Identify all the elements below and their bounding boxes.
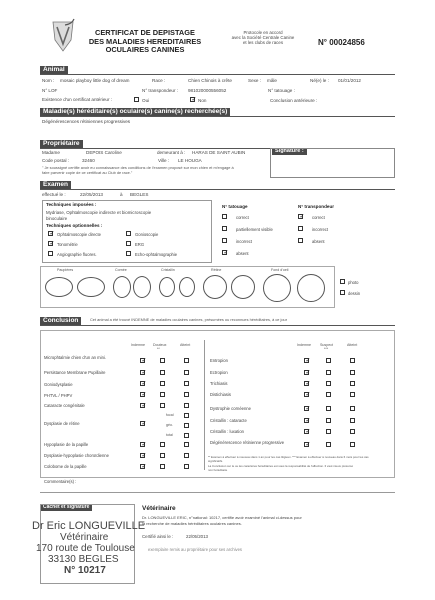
animal-lof-label: N° LOF [42, 88, 58, 93]
cb-drp-suspect[interactable] [326, 442, 331, 447]
col-head-indemne-left: Indemne [131, 343, 145, 347]
cb-pmp-indemne[interactable] [140, 370, 145, 375]
eye-paupiere-left [45, 277, 73, 297]
col-note-douteux-left: ** [157, 347, 160, 351]
animal-race-label: Race : [152, 78, 166, 83]
retine-sub-focal: focal [166, 413, 174, 417]
cb-choroide-atteint[interactable] [184, 453, 189, 458]
cb-ectropion-atteint[interactable] [350, 370, 355, 375]
transpondeur-head: N° transpondeur [298, 204, 335, 209]
cb-choroide-douteux[interactable] [160, 453, 165, 458]
cb-ectropion-suspect[interactable] [326, 370, 331, 375]
animal-race-value: Chien Chinois à crête [188, 78, 232, 83]
opt-tonometrie-checkbox[interactable] [48, 241, 53, 246]
left-row-phtvl: PHTVL / PHPV [44, 393, 73, 398]
footnote-1: ** Examen à effectuer à nouveau dans 1 an pour les cas litigieux. *** Examen à effectuer à nouveau dans 6 mois pour les cas [208, 455, 369, 459]
section-maladie: Maladie(s) héréditaire(s) oculaire(s) canine(s) recherchée(s) [40, 108, 230, 116]
tech-option-label: Techniques optionnelles : [46, 223, 103, 228]
animal-ne-label: Né(e) le : [310, 78, 329, 83]
left-row-colobome: Colobome de la papille [44, 464, 87, 469]
right-row-trichiasis: Trichiasis [210, 381, 228, 386]
signature-box[interactable] [270, 148, 395, 178]
eye-cornee-left [113, 276, 131, 298]
section-animal-line [40, 74, 395, 75]
cb-luxation-indemne[interactable] [304, 429, 309, 434]
cb-hypoplasie-atteint[interactable] [184, 442, 189, 447]
owner-civ-label: Madame [42, 150, 60, 155]
eye-fond-right [297, 274, 325, 302]
animal-transpondeur-label: N° transpondeur : [142, 88, 179, 93]
opt-echo-label: Echo-ophtalmographie [135, 252, 178, 257]
cb-gonio-douteux[interactable] [160, 381, 165, 386]
cb-phtvl-indemne[interactable] [140, 392, 145, 397]
diagram-label-paupieres: Paupières [57, 268, 74, 272]
animal-cert-question: Existence d'un certificat antérieur : [42, 97, 113, 102]
owner-name: DEPOIS Caroline [86, 150, 122, 155]
veterinaire-label: Vétérinaire [142, 505, 176, 512]
cb-microphtalmie-atteint[interactable] [184, 358, 189, 363]
cb-hypoplasie-douteux[interactable] [160, 442, 165, 447]
stamp-line-5: N° 10217 [64, 565, 106, 576]
cb-pmp-atteint[interactable] [184, 370, 189, 375]
left-row-goniodysplasie: Goniodysplasie [44, 382, 73, 387]
col-head-atteint-right: Atteint [347, 343, 358, 347]
owner-cp-value: 32460 [82, 158, 95, 163]
stamp-line-2: Vétérinaire [60, 532, 109, 543]
footnote-2: significatifs. [208, 459, 223, 463]
owner-demeurant-label: demeurant à : [157, 150, 186, 155]
cb-retine-indemne[interactable] [140, 421, 145, 426]
diagram-label-cristallin: Cristallin [161, 268, 175, 272]
right-row-drp: Dégénérescence rétinienne progressive [210, 440, 285, 445]
cb-cataracte-atteint[interactable] [184, 403, 189, 408]
dessin-checkbox[interactable] [340, 290, 345, 295]
animal-sexe-value: mâle [267, 78, 277, 83]
animal-nom-label: Nom : [42, 78, 55, 83]
col-head-indemne-right: Indemne [297, 343, 311, 347]
cb-cataracte-r-indemne[interactable] [304, 418, 309, 423]
cb-phtvl-atteint[interactable] [184, 392, 189, 397]
cb-microphtalmie-douteux[interactable] [160, 358, 165, 363]
cb-gonio-indemne[interactable] [140, 381, 145, 386]
cb-drp-atteint[interactable] [350, 442, 355, 447]
cb-dystrophie-suspect[interactable] [326, 406, 331, 411]
examen-date: 22/05/2013 [80, 192, 103, 197]
opt-ophtalmoscopie-checkbox[interactable] [48, 231, 53, 236]
cb-distichiasis-atteint[interactable] [350, 392, 355, 397]
comments-line [40, 492, 395, 493]
opt-angiographie-checkbox[interactable] [48, 251, 53, 256]
protocol-note [218, 30, 308, 45]
stamp-line-1: Dr Eric LONGUEVILLE [32, 520, 146, 532]
exemplaire-note: exemplaire remis au propriétaire pour ses archives [148, 547, 243, 552]
certifie-label: Certifié ainsi le : [142, 534, 174, 539]
cb-microphtalmie-indemne[interactable] [140, 358, 145, 363]
cb-distichiasis-suspect[interactable] [326, 392, 331, 397]
eye-paupiere-right [77, 277, 105, 297]
transp-correct-label: correct [312, 215, 325, 220]
tech-imposees-label: Techniques imposées : [46, 202, 97, 207]
cb-drp-indemne[interactable] [304, 442, 309, 447]
diagram-label-cornee: Cornée [115, 268, 127, 272]
vet-text-1: Dr. LONGUEVILLE ERIC, n°national: 10217, certifie avoir examiné l'animal ci-dessus pour [142, 515, 302, 520]
eye-retine-right [231, 275, 255, 299]
retine-sub-total: total [166, 433, 173, 437]
section-examen: Examen [40, 181, 71, 189]
cert-oui-checkbox[interactable] [134, 97, 139, 102]
animal-ne-value: 01/01/2012 [338, 78, 361, 83]
left-row-microphtalmie: Microphtalmie chien d'un an mini. [44, 355, 107, 360]
cb-gonio-atteint[interactable] [184, 381, 189, 386]
section-examen-line [40, 189, 395, 190]
right-row-ectropion: Ectropion [210, 370, 228, 375]
vet-text-2: la recherche de maladies héréditaires oculaires canines. [142, 521, 242, 526]
conclusion-intro: Cet animal a été trouvé INDEMNE de maladies oculaires canines, présumées ou reconnues héréditaires, à ce jour [90, 317, 288, 322]
opt-erg-label: ERG [135, 242, 145, 247]
transp-correct-checkbox[interactable] [298, 214, 303, 219]
cb-colobome-douteux[interactable] [160, 464, 165, 469]
section-conclusion-line [40, 325, 395, 326]
cert-oui-label: Oui [142, 98, 150, 103]
opt-gonioscopie-checkbox[interactable] [126, 231, 131, 236]
transp-absent-checkbox[interactable] [298, 238, 303, 243]
cb-retine-focal[interactable] [184, 413, 189, 418]
left-row-choroide: Dysplasie-hypoplasie choroïdienne [44, 453, 109, 458]
section-animal: Animal [40, 66, 68, 74]
eye-diagram [40, 266, 335, 308]
left-row-hypoplasie: Hypoplasie de la papille [44, 442, 89, 447]
vet-stamp [32, 520, 152, 576]
cb-distichiasis-indemne[interactable] [304, 392, 309, 397]
eye-cristallin-right [179, 277, 195, 297]
animal-transpondeur-value: 981020000556052 [188, 88, 227, 93]
protocol-line-2: avec la Société Centrale Canine [231, 35, 295, 40]
right-row-luxation: Cristallin : luxation [210, 429, 244, 434]
cachet-label: Cachet et signature [40, 504, 92, 511]
comments-label: Commentaire(s) : [44, 479, 77, 484]
tatouage-correct-label: correct [236, 215, 249, 220]
stamp-line-3: 170 route de Toulouse [36, 543, 135, 554]
section-maladie-line [40, 116, 395, 117]
tatouage-incorrect-checkbox[interactable] [222, 238, 227, 243]
protocol-line-1: Protocole en accord [243, 30, 283, 35]
right-row-dystrophie: Dystrophie cornéenne [210, 406, 251, 411]
opt-tonometrie-label: Tonométrie [57, 242, 78, 247]
owner-declaration-2: faire parvenir copie de ce certificat au Club de race." [42, 170, 133, 175]
cb-cataracte-r-suspect[interactable] [326, 418, 331, 423]
tatouage-head: N° tatouage [222, 204, 248, 209]
transp-incorrect-checkbox[interactable] [298, 226, 303, 231]
cb-luxation-atteint[interactable] [350, 429, 355, 434]
opt-echo-checkbox[interactable] [126, 251, 131, 256]
cb-phtvl-douteux[interactable] [160, 392, 165, 397]
title-line-1: CERTIFICAT DE DEPISTAGE [95, 28, 195, 37]
animal-tatouage-label: N° tatouage : [268, 88, 295, 93]
tatouage-partiel-label: partiellement visible [236, 227, 273, 232]
opt-erg-checkbox[interactable] [126, 241, 131, 246]
section-conclusion: Conclusion [40, 317, 81, 325]
eye-cornee-right [133, 276, 151, 298]
transp-absent-label: absent [312, 239, 325, 244]
examen-lieu: BEGLES [130, 192, 149, 197]
owner-ville-value: LE HOUGA [178, 158, 202, 163]
left-row-pmp: Persistance Membrane Pupillaire [44, 370, 106, 375]
photo-label: photo [348, 280, 359, 285]
cb-dystrophie-indemne[interactable] [304, 406, 309, 411]
left-row-cataracte: Cataracte congénitale [44, 403, 85, 408]
cb-retine-geo[interactable] [184, 423, 189, 428]
title-line-2: DES MALADIES HEREDITAIRES [88, 36, 202, 46]
maladie-value: Dégénérescences rétiniennes progressives [42, 119, 131, 124]
dessin-label: dessin [348, 291, 361, 296]
owner-demeurant-value: HARAS DE SAINT AUBIN [192, 150, 246, 155]
certificate-title [80, 29, 210, 55]
cb-trichiasis-atteint[interactable] [350, 381, 355, 386]
animal-nom-value: mosaic playboy little dog of dream [60, 78, 130, 83]
cb-retine-total[interactable] [184, 433, 189, 438]
cb-cataracte-douteux[interactable] [160, 403, 165, 408]
owner-ville-label: Ville : [158, 158, 170, 163]
photo-checkbox[interactable] [340, 279, 345, 284]
opt-ophtalmoscopie-label: Ophtalmoscopie directe [57, 232, 101, 237]
section-proprietaire: Propriétaire [40, 140, 83, 148]
cb-cataracte-indemne[interactable] [140, 403, 145, 408]
cb-colobome-indemne[interactable] [140, 464, 145, 469]
animal-sexe-label: Sexe : [248, 78, 262, 83]
cb-colobome-atteint[interactable] [184, 464, 189, 469]
cert-non-checkbox[interactable] [190, 97, 195, 102]
protocol-line-3: et les clubs de races [242, 40, 284, 45]
eye-fond-left [263, 274, 291, 302]
cb-trichiasis-suspect[interactable] [326, 381, 331, 386]
footnote-3: La Conclusion sur le ou les caractères héréditaires est sous la responsabilité de l'affection. Il vaut mieux présumé [208, 464, 353, 468]
cb-entropion-suspect[interactable] [326, 358, 331, 363]
tech-imposees-line-1: Mydriase, Ophtalmoscopie indirecte et biomicroscopie [46, 210, 152, 215]
cb-cataracte-r-atteint[interactable] [350, 418, 355, 423]
right-row-distichiasis: Distichiasis [210, 392, 231, 397]
col-head-atteint-left: Atteint [180, 343, 191, 347]
cb-trichiasis-indemne[interactable] [304, 381, 309, 386]
cb-hypoplasie-indemne[interactable] [140, 442, 145, 447]
examen-a-label: à [120, 192, 123, 197]
tatouage-partiel-checkbox[interactable] [222, 226, 227, 231]
owner-cp-label: Code postal : [42, 158, 70, 163]
signature-label: Signature : [272, 148, 307, 155]
cb-choroide-indemne[interactable] [140, 453, 145, 458]
right-row-entropion: Entropion [210, 358, 228, 363]
eye-retine-left [203, 275, 227, 299]
diagram-label-retine: Rétine [211, 268, 222, 272]
cert-non-label: Non [198, 98, 207, 103]
cb-ectropion-indemne[interactable] [304, 370, 309, 375]
cb-entropion-indemne[interactable] [304, 358, 309, 363]
col-note-suspect-right: *** [324, 347, 329, 351]
certifie-date: 22/05/2013 [186, 534, 208, 539]
animal-conclusion-ant-label: Conclusion antérieure : [270, 98, 318, 103]
opt-gonioscopie-label: Gonioscopie [135, 232, 159, 237]
opt-angiographie-label: Angiographie fluores. [57, 252, 97, 257]
footnote-4: non héréditaire [208, 468, 228, 472]
cb-entropion-atteint[interactable] [350, 358, 355, 363]
cb-luxation-suspect[interactable] [326, 429, 331, 434]
left-row-dysplasie-retine: Dysplasie de rétine [44, 421, 80, 426]
eye-cristallin-left [159, 277, 175, 297]
title-line-3: OCULAIRES CANINES [105, 45, 185, 54]
col-head-douteux-left: Douteux [153, 343, 167, 347]
tatouage-incorrect-label: incorrect [236, 239, 253, 244]
right-row-cataracte: Cristallin : cataracte [210, 418, 247, 423]
transp-incorrect-label: incorrect [312, 227, 329, 232]
cb-pmp-douteux[interactable] [160, 370, 165, 375]
cb-dystrophie-atteint[interactable] [350, 406, 355, 411]
tatouage-correct-checkbox[interactable] [222, 214, 227, 219]
tatouage-absent-label: absent [236, 251, 249, 256]
tatouage-absent-checkbox[interactable] [222, 250, 227, 255]
stamp-line-4: 33130 BEGLES [48, 554, 119, 565]
certificate-number: N° 00024856 [318, 38, 365, 47]
diagram-label-fond: Fond d'oeil [271, 268, 289, 272]
tech-imposees-line-2: binoculaire [46, 216, 68, 221]
conclusion-divider [204, 340, 205, 470]
col-head-suspect-right: Suspect [320, 343, 333, 347]
retine-sub-geo: géo. [166, 423, 173, 427]
examen-effectue-label: effectué le : [42, 192, 66, 197]
logo [50, 18, 76, 54]
owner-declaration-1: " Je soussigné certifie avoir eu connaissance des conditions de l'examen proposé sur mon chien et m'engage à [42, 165, 234, 170]
